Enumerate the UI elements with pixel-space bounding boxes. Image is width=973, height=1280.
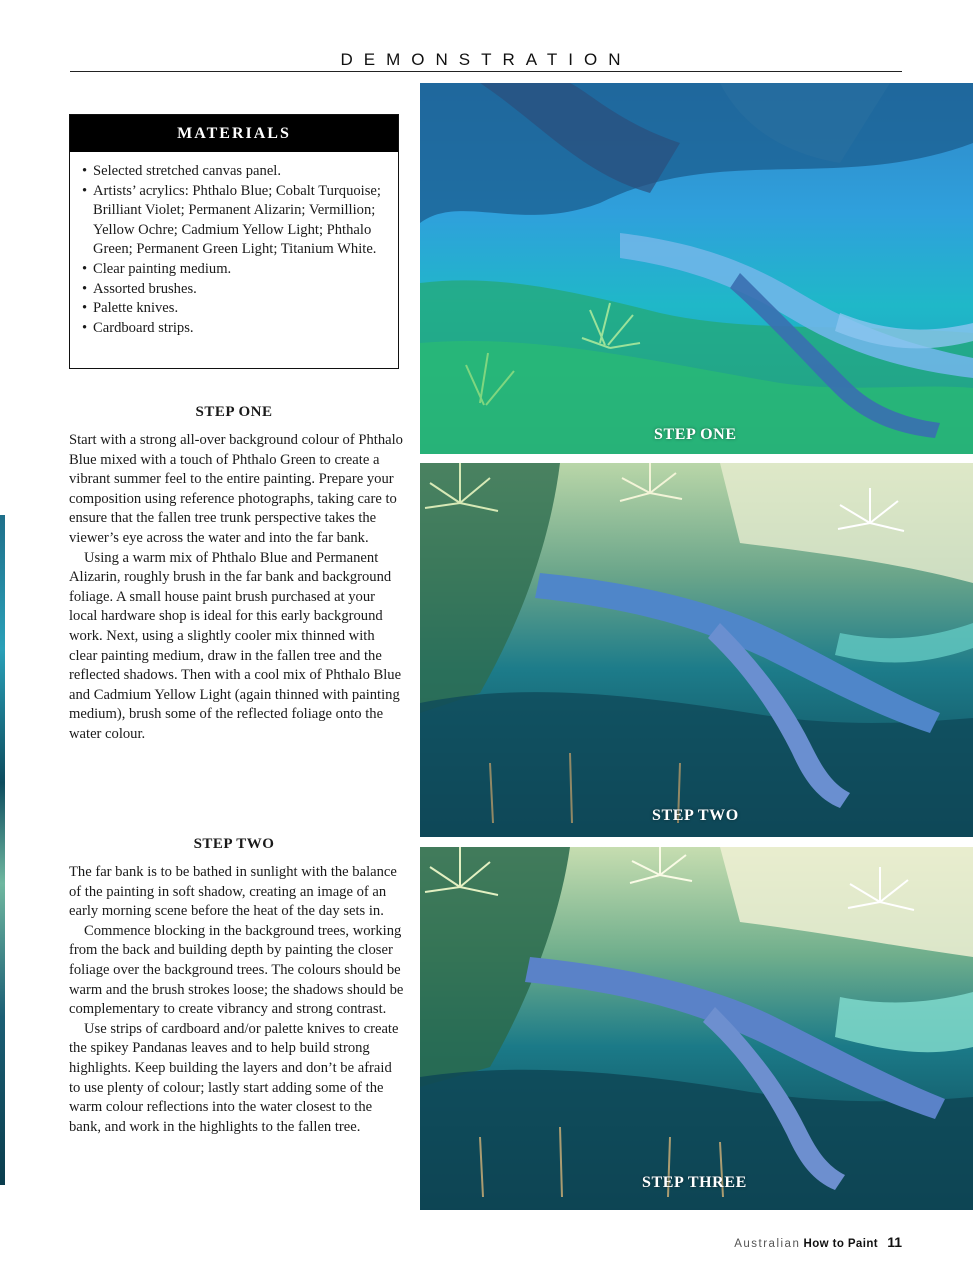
materials-item: • Selected stretched canvas panel. <box>82 162 388 182</box>
step-one-body <box>69 431 404 745</box>
materials-item: • Palette knives. <box>82 299 388 319</box>
step-two-paragraph: Use strips of cardboard and/or palette knives to create the spikey Pandanas leaves and to help build strong highlights. Keep building the layers and don’t be afraid to use plenty of colour; lastly start adding some of the warm colour reflections into the water closest to the bank, and work in the highlights to the fallen tree. <box>69 1020 399 1135</box>
step-three-painting <box>420 847 973 1210</box>
materials-list <box>70 152 398 338</box>
step-one-painting-image <box>420 83 973 454</box>
adjacent-page-image-edge <box>0 515 5 1185</box>
section-header: DEMONSTRATION <box>340 50 632 69</box>
footer-magazine-title: How to Paint <box>803 1238 878 1250</box>
materials-item: • Clear painting medium. <box>82 260 388 280</box>
materials-box <box>69 114 399 369</box>
step-one-heading: STEP ONE <box>195 404 273 420</box>
materials-item: • Cardboard strips. <box>82 319 388 339</box>
step-one-painting <box>420 83 973 454</box>
step-two-painting-image <box>420 463 973 837</box>
step-one-paragraph: Using a warm mix of Phthalo Blue and Permanent Alizarin, roughly brush in the far bank and background foliage. A small house paint brush purchased at your local hardware shop is ideal for this early background work. Next, using a slightly cooler mix thinned with clear painting medium, draw in the fallen tree and the reflected shadows. Then with a cool mix of Phthalo Blue and Cadmium Yellow Light (again thinned with painting medium), brush some of the reflected foliage onto the water colour. <box>69 549 402 742</box>
materials-item: • Assorted brushes. <box>82 280 388 300</box>
step-one-paragraph: Start with a strong all-over background colour of Phthalo Blue mixed with a touch of Phthalo Green to create a vibrant summer feel to the entire painting. Prepare your composition using reference photographs, taking care to ensure that the fallen tree trunk perspective takes the viewer’s eye across the water and into the far bank. <box>69 432 403 546</box>
step-two-photo-label: STEP TWO <box>652 807 739 824</box>
step-two-body <box>69 863 404 1137</box>
header-rule <box>70 71 902 72</box>
footer-brand: Australian <box>734 1238 801 1250</box>
step-three-painting-image <box>420 847 973 1210</box>
step-two-paragraph: Commence blocking in the background trees, working from the back and building depth by painting the closer foliage over the background trees. The colours should be warm and the brush strokes loose; the shadows should be complementary to create vibrancy and strong contrast. <box>69 922 404 1018</box>
step-two-heading: STEP TWO <box>193 836 275 852</box>
step-two-painting <box>420 463 973 837</box>
materials-item: • Artists’ acrylics: Phthalo Blue; Cobalt Turquoise; Brilliant Violet; Permanent Alizarin; Vermillion; Yellow Ochre; Cadmium Yellow Light; Phthalo Green; Permanent Green Light; Titanium White. <box>82 182 388 260</box>
step-three-photo-label: STEP THREE <box>642 1174 747 1191</box>
step-two-paragraph: The far bank is to be bathed in sunlight with the balance of the painting in soft shadow, creating an image of an early morning scene before the heat of the day sets in. <box>69 864 397 920</box>
page-footer <box>600 1234 902 1250</box>
page-number: 11 <box>887 1234 902 1250</box>
materials-heading: MATERIALS <box>70 115 398 152</box>
step-one-photo-label: STEP ONE <box>654 426 737 443</box>
